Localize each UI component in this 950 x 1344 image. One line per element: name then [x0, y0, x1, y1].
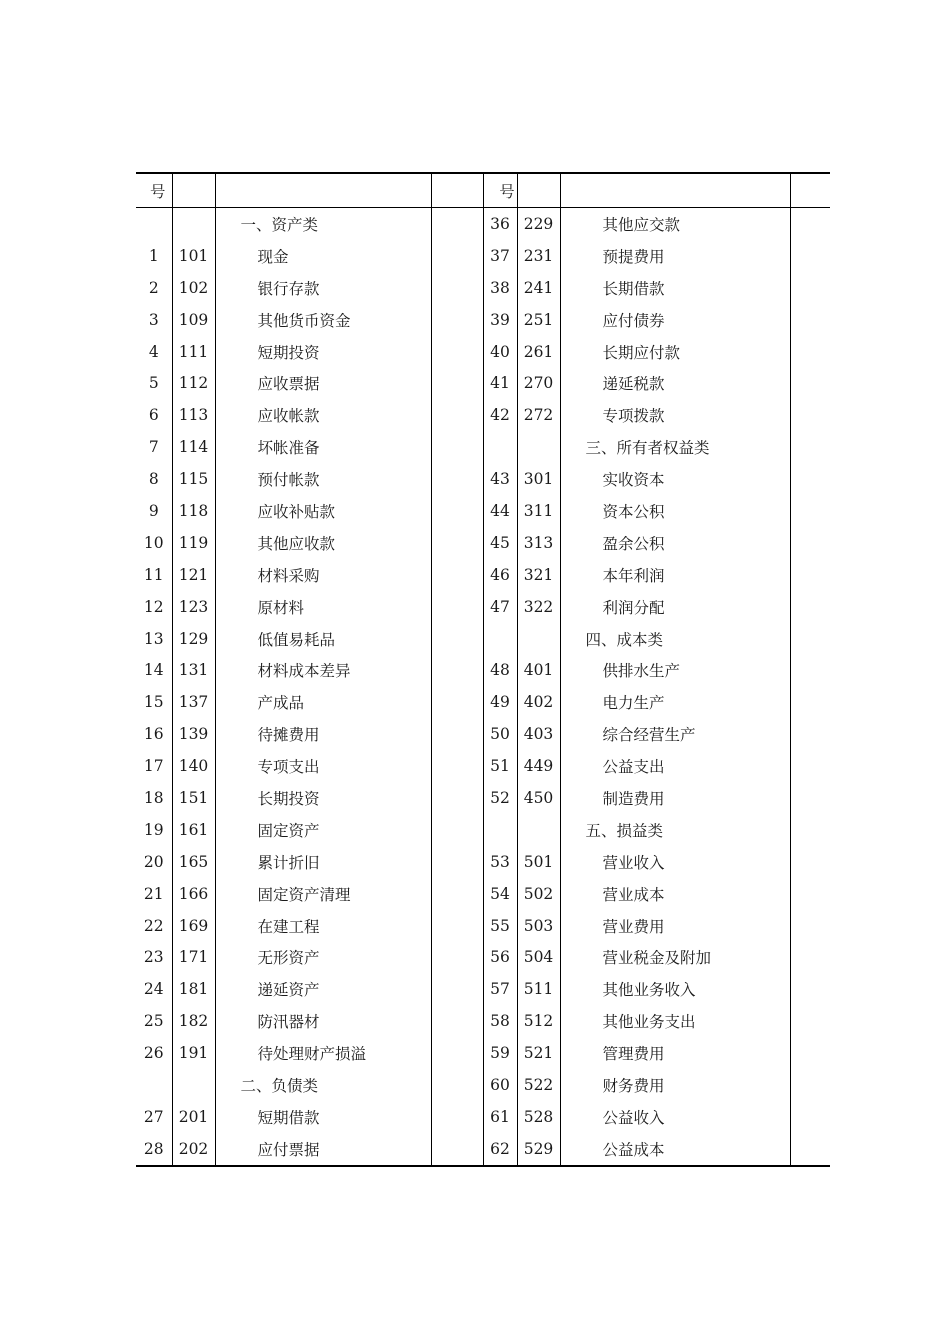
left-code-cell: 181 [172, 973, 215, 1005]
right-account-name: 盈余公积 [560, 527, 790, 559]
left-code-header [172, 173, 215, 208]
table-row [136, 399, 830, 431]
right-extra-cell [790, 718, 830, 750]
left-code-cell: 123 [172, 591, 215, 623]
left-code-cell: 161 [172, 814, 215, 846]
left-account-name: 原材料 [215, 591, 431, 623]
right-code-cell: 521 [517, 1037, 560, 1069]
table-row [136, 750, 830, 782]
left-extra-cell [431, 495, 483, 527]
right-extra-cell [790, 686, 830, 718]
right-account-name: 预提费用 [560, 240, 790, 272]
left-seq-cell: 10 [143, 533, 164, 552]
right-seq-cell: 39 [483, 304, 517, 336]
left-no-header: 号 [136, 173, 172, 208]
right-extra-cell [790, 527, 830, 559]
right-name-header [560, 173, 790, 208]
left-extra-cell [431, 878, 483, 910]
left-account-name: 一、资产类 [215, 208, 431, 240]
right-extra-cell [790, 336, 830, 368]
right-code-cell: 511 [517, 973, 560, 1005]
left-account-name: 产成品 [215, 686, 431, 718]
table-row [136, 1037, 830, 1069]
left-account-name: 防汛器材 [215, 1005, 431, 1037]
left-extra-cell [431, 367, 483, 399]
right-extra-cell [790, 208, 830, 240]
right-account-name: 营业税金及附加 [560, 941, 790, 973]
right-seq-cell: 46 [483, 559, 517, 591]
right-account-name: 财务费用 [560, 1069, 790, 1101]
table-row [136, 304, 830, 336]
right-seq-cell: 59 [483, 1037, 517, 1069]
right-code-cell: 313 [517, 527, 560, 559]
right-account-name: 其他业务收入 [560, 973, 790, 1005]
right-code-cell: 402 [517, 686, 560, 718]
left-seq-cell [136, 1069, 172, 1101]
table-row [136, 1005, 830, 1037]
left-extra-cell [431, 686, 483, 718]
right-seq-cell: 41 [483, 367, 517, 399]
right-code-cell: 272 [517, 399, 560, 431]
left-extra-cell [431, 336, 483, 368]
right-account-name: 制造费用 [560, 782, 790, 814]
left-seq-cell: 25 [143, 1012, 164, 1031]
table-row [136, 814, 830, 846]
right-seq-cell: 43 [483, 463, 517, 495]
right-code-cell: 322 [517, 591, 560, 623]
left-code-cell: 139 [172, 718, 215, 750]
left-extra-cell [431, 559, 483, 591]
account-code-table [136, 172, 830, 1167]
right-extra-cell [790, 1037, 830, 1069]
left-code-cell: 118 [172, 495, 215, 527]
right-extra-cell [790, 910, 830, 942]
right-extra-cell [790, 431, 830, 463]
right-seq-cell: 61 [483, 1101, 517, 1133]
right-seq-cell: 45 [483, 527, 517, 559]
left-seq-cell: 15 [143, 693, 164, 712]
table-row [136, 336, 830, 368]
right-seq-cell: 62 [483, 1133, 517, 1166]
left-seq-cell: 1 [148, 246, 159, 265]
left-account-name: 应收帐款 [215, 399, 431, 431]
right-account-name: 电力生产 [560, 686, 790, 718]
right-extra-cell [790, 367, 830, 399]
left-extra-cell [431, 1101, 483, 1133]
left-extra-cell [431, 814, 483, 846]
table-row [136, 1069, 830, 1101]
right-account-name: 供排水生产 [560, 654, 790, 686]
right-code-cell: 321 [517, 559, 560, 591]
right-account-name: 长期应付款 [560, 336, 790, 368]
right-code-cell [517, 814, 560, 846]
right-seq-cell: 42 [483, 399, 517, 431]
right-code-cell: 403 [517, 718, 560, 750]
left-extra-cell [431, 973, 483, 1005]
left-code-cell: 151 [172, 782, 215, 814]
table-row [136, 272, 830, 304]
left-seq-cell: 17 [143, 757, 164, 776]
left-extra-cell [431, 1133, 483, 1166]
left-seq-cell: 18 [143, 788, 164, 807]
left-account-name: 待处理财产损溢 [215, 1037, 431, 1069]
right-code-cell: 241 [517, 272, 560, 304]
right-code-cell: 529 [517, 1133, 560, 1166]
left-seq-cell: 11 [143, 565, 164, 584]
table-row [136, 1133, 830, 1166]
right-code-cell: 261 [517, 336, 560, 368]
left-code-cell: 165 [172, 846, 215, 878]
table-row [136, 686, 830, 718]
right-code-cell [517, 623, 560, 655]
table-row [136, 623, 830, 655]
right-account-name: 利润分配 [560, 591, 790, 623]
table-row [136, 591, 830, 623]
right-account-name: 专项拨款 [560, 399, 790, 431]
right-code-cell: 504 [517, 941, 560, 973]
right-extra-cell [790, 272, 830, 304]
left-extra-cell [431, 272, 483, 304]
left-code-cell: 191 [172, 1037, 215, 1069]
right-extra-cell [790, 1005, 830, 1037]
right-seq-cell: 48 [483, 654, 517, 686]
left-name-header [215, 173, 431, 208]
left-code-cell: 112 [172, 367, 215, 399]
left-code-cell: 202 [172, 1133, 215, 1166]
right-code-cell: 231 [517, 240, 560, 272]
right-account-name: 其他应交款 [560, 208, 790, 240]
right-account-name: 营业收入 [560, 846, 790, 878]
left-code-cell: 101 [172, 240, 215, 272]
left-extra-cell [431, 1005, 483, 1037]
right-extra-cell [790, 463, 830, 495]
table-body [136, 173, 830, 1166]
right-seq-cell: 60 [483, 1069, 517, 1101]
right-code-cell: 311 [517, 495, 560, 527]
right-seq-cell: 58 [483, 1005, 517, 1037]
left-code-cell: 119 [172, 527, 215, 559]
right-extra-cell [790, 304, 830, 336]
left-code-cell: 111 [172, 336, 215, 368]
left-code-cell: 166 [172, 878, 215, 910]
right-extra-cell [790, 941, 830, 973]
left-code-cell: 169 [172, 910, 215, 942]
left-seq-cell: 14 [143, 661, 164, 680]
table-row [136, 367, 830, 399]
left-account-name: 预付帐款 [215, 463, 431, 495]
left-account-name: 银行存款 [215, 272, 431, 304]
right-account-name: 五、损益类 [560, 814, 790, 846]
left-account-name: 其他货币资金 [215, 304, 431, 336]
left-account-name: 待摊费用 [215, 718, 431, 750]
left-seq-cell: 5 [148, 374, 159, 393]
left-extra-cell [431, 846, 483, 878]
left-code-cell: 115 [172, 463, 215, 495]
table-row [136, 878, 830, 910]
table-row [136, 527, 830, 559]
right-code-cell: 449 [517, 750, 560, 782]
table-row [136, 208, 830, 240]
left-extra-cell [431, 431, 483, 463]
right-extra-cell [790, 240, 830, 272]
table-row [136, 654, 830, 686]
left-extra-cell [431, 208, 483, 240]
right-code-header [517, 173, 560, 208]
left-account-name: 低值易耗品 [215, 623, 431, 655]
left-account-name: 短期借款 [215, 1101, 431, 1133]
left-extra-cell [431, 654, 483, 686]
right-seq-cell: 50 [483, 718, 517, 750]
left-seq-cell: 3 [148, 310, 159, 329]
right-account-name: 三、所有者权益类 [560, 431, 790, 463]
header-row [136, 173, 830, 208]
right-account-name: 四、成本类 [560, 623, 790, 655]
left-code-cell [172, 208, 215, 240]
left-seq-cell: 22 [143, 916, 164, 935]
left-account-name: 材料成本差异 [215, 654, 431, 686]
right-code-cell [517, 431, 560, 463]
left-account-name: 固定资产 [215, 814, 431, 846]
left-account-name: 坏帐准备 [215, 431, 431, 463]
left-seq-cell: 13 [143, 629, 164, 648]
right-no-header: 号 [483, 173, 517, 208]
left-account-name: 应付票据 [215, 1133, 431, 1166]
left-code-cell: 109 [172, 304, 215, 336]
right-code-cell: 229 [517, 208, 560, 240]
right-seq-cell: 53 [483, 846, 517, 878]
left-seq-cell: 28 [143, 1139, 164, 1158]
left-seq-cell: 27 [143, 1107, 164, 1126]
left-account-name: 二、负债类 [215, 1069, 431, 1101]
right-account-name: 综合经营生产 [560, 718, 790, 750]
right-seq-cell [483, 431, 517, 463]
right-seq-cell: 38 [483, 272, 517, 304]
right-extra-cell [790, 973, 830, 1005]
right-account-name: 营业费用 [560, 910, 790, 942]
left-code-cell: 131 [172, 654, 215, 686]
left-account-name: 应收补贴款 [215, 495, 431, 527]
table-row [136, 240, 830, 272]
table-row [136, 941, 830, 973]
left-extra-cell [431, 910, 483, 942]
right-extra-cell [790, 878, 830, 910]
left-seq-cell: 26 [143, 1044, 164, 1063]
left-extra-cell [431, 782, 483, 814]
left-code-cell [172, 1069, 215, 1101]
left-extra-cell [431, 941, 483, 973]
left-seq-cell: 16 [143, 725, 164, 744]
right-code-cell: 270 [517, 367, 560, 399]
right-code-cell: 512 [517, 1005, 560, 1037]
left-seq-cell: 24 [143, 980, 164, 999]
right-seq-cell: 36 [483, 208, 517, 240]
left-extra-cell [431, 304, 483, 336]
right-account-name: 公益支出 [560, 750, 790, 782]
left-account-name: 应收票据 [215, 367, 431, 399]
right-extra-cell [790, 623, 830, 655]
right-account-name: 递延税款 [560, 367, 790, 399]
left-account-name: 固定资产清理 [215, 878, 431, 910]
right-account-name: 公益收入 [560, 1101, 790, 1133]
left-code-cell: 140 [172, 750, 215, 782]
table-row [136, 1101, 830, 1133]
right-account-name: 本年利润 [560, 559, 790, 591]
right-seq-cell: 57 [483, 973, 517, 1005]
right-seq-cell: 51 [483, 750, 517, 782]
table-row [136, 910, 830, 942]
right-seq-cell: 37 [483, 240, 517, 272]
left-extra-cell [431, 591, 483, 623]
table-row [136, 463, 830, 495]
left-account-name: 在建工程 [215, 910, 431, 942]
right-extra-cell [790, 654, 830, 686]
left-extra-cell [431, 399, 483, 431]
left-seq-cell: 9 [148, 501, 159, 520]
right-seq-cell: 49 [483, 686, 517, 718]
right-seq-cell: 55 [483, 910, 517, 942]
right-extra-header [790, 173, 830, 208]
table-row [136, 782, 830, 814]
right-extra-cell [790, 1069, 830, 1101]
left-code-cell: 121 [172, 559, 215, 591]
table-row [136, 718, 830, 750]
left-code-cell: 171 [172, 941, 215, 973]
right-extra-cell [790, 559, 830, 591]
table-row [136, 846, 830, 878]
left-extra-cell [431, 240, 483, 272]
right-code-cell: 251 [517, 304, 560, 336]
left-account-name: 其他应收款 [215, 527, 431, 559]
table-row [136, 559, 830, 591]
left-account-name: 现金 [215, 240, 431, 272]
right-seq-cell: 54 [483, 878, 517, 910]
left-account-name: 累计折旧 [215, 846, 431, 878]
right-extra-cell [790, 591, 830, 623]
right-account-name: 营业成本 [560, 878, 790, 910]
left-code-cell: 201 [172, 1101, 215, 1133]
right-account-name: 长期借款 [560, 272, 790, 304]
right-extra-cell [790, 814, 830, 846]
right-code-cell: 401 [517, 654, 560, 686]
right-code-cell: 301 [517, 463, 560, 495]
left-account-name: 长期投资 [215, 782, 431, 814]
left-account-name: 专项支出 [215, 750, 431, 782]
right-account-name: 实收资本 [560, 463, 790, 495]
left-seq-cell: 8 [148, 470, 159, 489]
left-extra-cell [431, 718, 483, 750]
left-extra-cell [431, 527, 483, 559]
left-account-name: 材料采购 [215, 559, 431, 591]
right-account-name: 应付债券 [560, 304, 790, 336]
table-row [136, 495, 830, 527]
left-account-name: 短期投资 [215, 336, 431, 368]
right-seq-cell [483, 623, 517, 655]
right-extra-cell [790, 846, 830, 878]
left-code-cell: 114 [172, 431, 215, 463]
right-extra-cell [790, 750, 830, 782]
right-extra-cell [790, 1133, 830, 1166]
left-seq-cell: 7 [148, 438, 159, 457]
left-code-cell: 137 [172, 686, 215, 718]
left-extra-cell [431, 750, 483, 782]
left-seq-cell: 6 [148, 406, 159, 425]
left-seq-cell: 21 [143, 884, 164, 903]
left-seq-cell: 23 [143, 948, 164, 967]
right-code-cell: 502 [517, 878, 560, 910]
right-code-cell: 503 [517, 910, 560, 942]
left-extra-header [431, 173, 483, 208]
right-account-name: 资本公积 [560, 495, 790, 527]
left-code-cell: 102 [172, 272, 215, 304]
left-seq-cell: 19 [143, 820, 164, 839]
right-code-cell: 528 [517, 1101, 560, 1133]
left-code-cell: 182 [172, 1005, 215, 1037]
right-code-cell: 501 [517, 846, 560, 878]
left-code-cell: 113 [172, 399, 215, 431]
left-code-cell: 129 [172, 623, 215, 655]
right-extra-cell [790, 495, 830, 527]
left-extra-cell [431, 1037, 483, 1069]
left-seq-cell: 20 [143, 852, 164, 871]
right-code-cell: 522 [517, 1069, 560, 1101]
right-account-name: 管理费用 [560, 1037, 790, 1069]
left-account-name: 递延资产 [215, 973, 431, 1005]
table-row [136, 973, 830, 1005]
left-extra-cell [431, 623, 483, 655]
right-account-name: 公益成本 [560, 1133, 790, 1166]
left-seq-cell: 4 [148, 342, 159, 361]
right-code-cell: 450 [517, 782, 560, 814]
left-account-name: 无形资产 [215, 941, 431, 973]
left-extra-cell [431, 463, 483, 495]
right-seq-cell: 47 [483, 591, 517, 623]
right-seq-cell: 40 [483, 336, 517, 368]
left-seq-cell: 2 [148, 278, 159, 297]
right-extra-cell [790, 1101, 830, 1133]
table-row [136, 431, 830, 463]
right-seq-cell [483, 814, 517, 846]
left-seq-cell: 12 [143, 597, 164, 616]
right-seq-cell: 56 [483, 941, 517, 973]
right-account-name: 其他业务支出 [560, 1005, 790, 1037]
right-extra-cell [790, 399, 830, 431]
left-seq-cell [136, 208, 172, 240]
left-extra-cell [431, 1069, 483, 1101]
right-seq-cell: 44 [483, 495, 517, 527]
right-seq-cell: 52 [483, 782, 517, 814]
right-extra-cell [790, 782, 830, 814]
